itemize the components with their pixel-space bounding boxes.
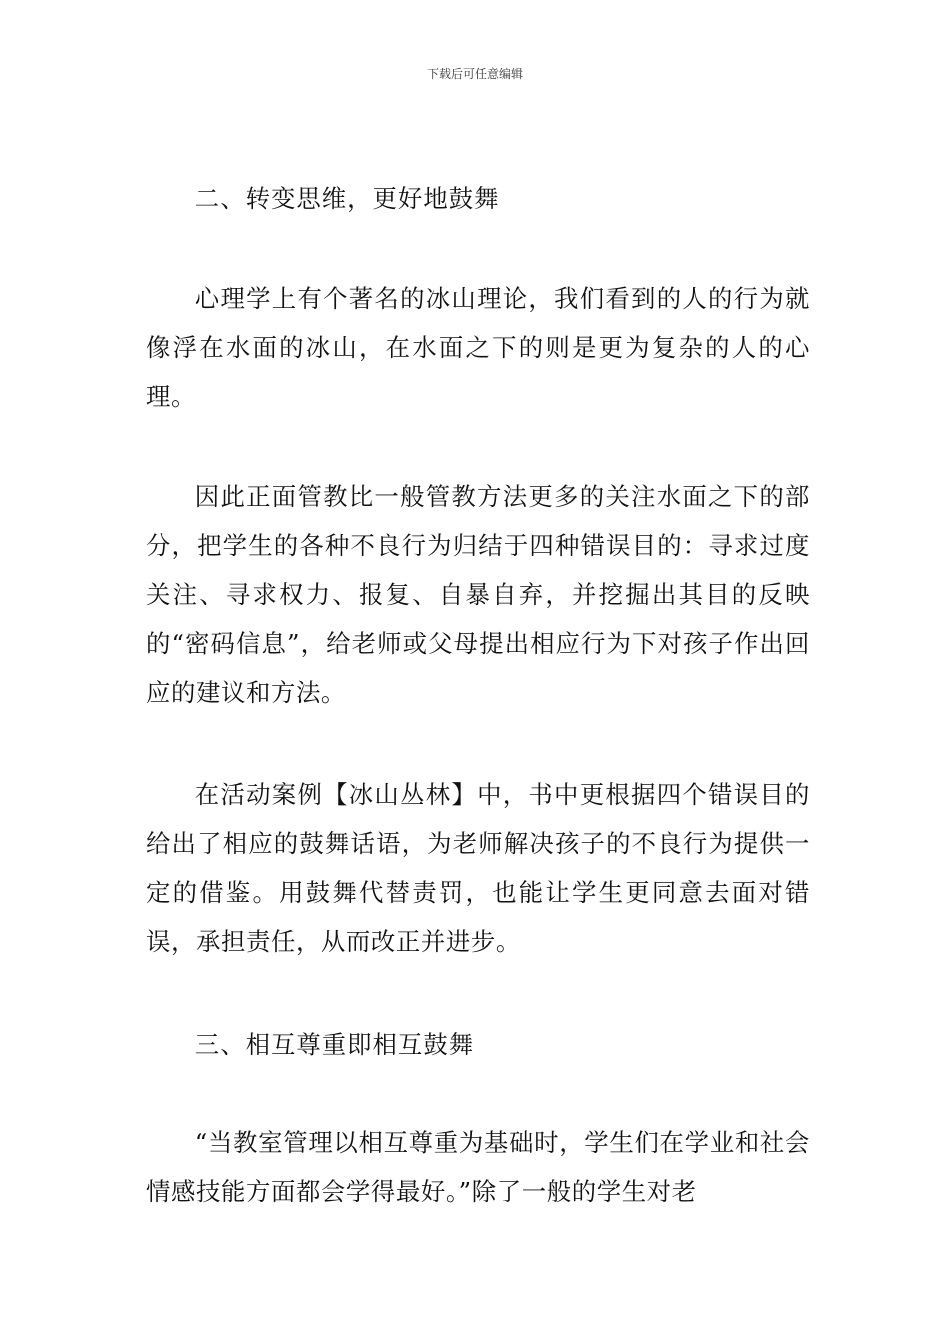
section-heading-2: 二、转变思维，更好地鼓舞 [194, 184, 500, 213]
paragraph-iceberg-forest-case: 在活动案例【冰山丛林】中，书中更根据四个错误目的给出了相应的鼓舞话语，为老师解决孩子的不良行为提供一定的借鉴。用鼓舞代替责罚，也能让学生更同意去面对错误，承担责任，从而改正并进步。 [146, 780, 810, 956]
paragraph-iceberg-theory: 心理学上有个著名的冰山理论，我们看到的人的行为就像浮在水面的冰山，在水面之下的则是更为复杂的人的心理。 [146, 284, 810, 411]
page-header-note: 下载后可任意编辑 [426, 67, 523, 81]
section-heading-3: 三、相互尊重即相互鼓舞 [194, 1030, 475, 1059]
paragraph-mutual-respect: “当教室管理以相互尊重为基础时，学生们在学业和社会情感技能方面都会学得最好。”除了一般的学生对老 [146, 1128, 810, 1206]
paragraph-positive-discipline: 因此正面管教比一般管教方法更多的关注水面之下的部分，把学生的各种不良行为归结于四种错误目的：寻求过度关注、寻求权力、报复、自暴自弃，并挖掘出其目的反映的“密码信息”，给老师或父母提出相应行为下对孩子作出回应的建议和方法。 [146, 482, 810, 707]
